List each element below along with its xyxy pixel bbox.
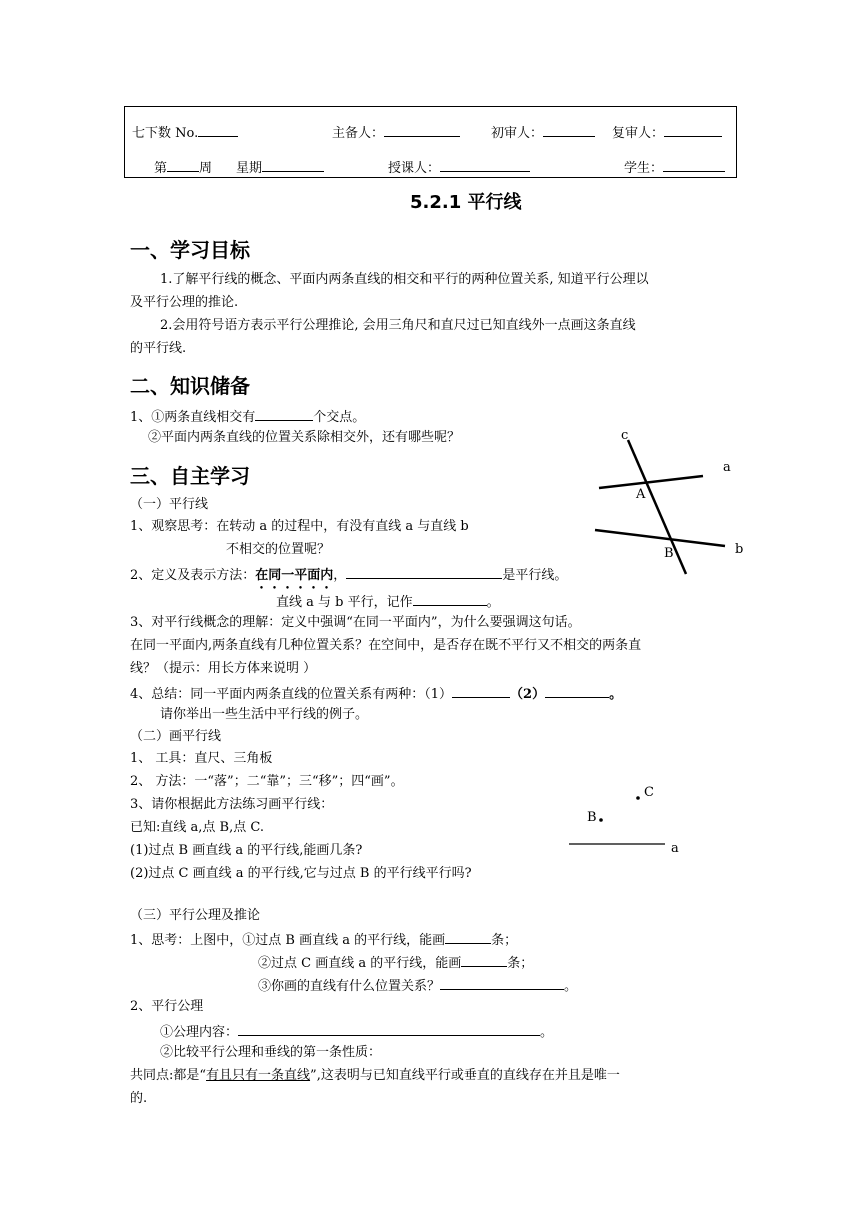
understand-line2: 在同一平面内,两条直线有几种位置关系？在空间中，是否存在既不平行又不相交的两条直 [130,638,642,653]
knowledge-q1-blank [255,406,313,421]
goal-2-line2: 的平行线. [130,341,187,356]
subsection-draw: （二）画平行线 [130,729,222,744]
summary-mid: （2） [510,687,546,702]
week-blank [167,157,199,172]
student-blank [663,157,725,172]
line-a [599,476,703,488]
weekday-blank [262,157,324,172]
examples-line: 请你举出一些生活中平行线的例子。 [160,707,369,722]
summary-blank-1 [452,683,510,698]
knowledge-q1-text: 1、①两条直线相交有 [130,410,256,425]
teacher-blank [440,157,530,172]
think-line1 [130,929,517,950]
common-suffix: ”,这表明与已知直线平行或垂直的直线存在并且是唯一 [310,1068,620,1083]
axiom-heading: 2、平行公理 [130,999,204,1014]
observe-line2: 不相交的位置呢？ [226,542,331,557]
goal-1-line1: 1.了解平行线的概念、平面内两条直线的相交和平行的两种位置关系, 知道平行公理以 [160,272,649,287]
common-line2: 的. [130,1091,148,1106]
header-student [624,157,725,178]
header-preparer [332,122,460,143]
figure-points-line [566,782,696,860]
point-c-label: C [644,785,654,800]
think-2-text: ②过点 C 画直线 a 的平行线，能画 [258,956,462,971]
second-review-blank [664,122,722,137]
tools-line: 1、 工具：直尺、三角板 [130,751,273,766]
summary-suffix: 。 [609,687,623,702]
number-blank [198,122,238,137]
axiom-content-line [160,1021,553,1042]
definition-comma: ， [333,568,347,583]
definition-emphasis: 在同一平面内 [255,568,334,583]
header-week [154,157,212,178]
problem-c-line: (2)过点 C 画直线 a 的平行线,它与过点 B 的平行线平行吗? [130,866,472,881]
understand-line3: 线？（提示：用长方体来说明 ） [130,661,317,676]
label-a: a [723,460,731,475]
goal-2-line1: 2.会用符号语方表示平行公理推论, 会用三角尺和直尺过已知直线外一点画这条直线 [160,318,636,333]
think-line2 [258,952,533,973]
header-weekday [236,157,324,178]
point-b-label-2: B [587,810,597,825]
summary-blank-2 [545,683,609,698]
summary-line [130,683,622,704]
notation-line [276,591,500,612]
label-b: b [735,542,744,557]
knowledge-q1-suffix: 个交点。 [313,410,366,425]
point-b [599,818,603,822]
subsection-axiom: （三）平行公理及推论 [130,908,261,923]
line-c [628,440,686,574]
known-line: 已知:直线 a,点 B,点 C. [130,820,264,835]
second-review-label: 复审人： [612,126,665,141]
section-heading-knowledge: 二、知识储备 [130,374,250,398]
problem-b-line: (1)过点 B 画直线 a 的平行线,能画几条? [130,843,363,858]
think-3-suffix: 。 [564,979,578,994]
think-line3 [258,975,577,996]
axiom-content-text: ①公理内容： [160,1025,239,1040]
axiom-content-blank [238,1021,540,1036]
header-teacher [388,157,530,178]
goal-1-line2: 及平行公理的推论. [130,295,239,310]
teacher-label: 授课人： [388,161,441,176]
point-c [636,796,640,800]
figure-intersecting-lines [585,422,755,582]
definition-label: 2、定义及表示方法： [130,568,256,583]
header-first-review [491,122,595,143]
think-1-suffix: 条； [491,933,518,948]
first-review-label: 初审人： [491,126,544,141]
header-second-review [612,122,722,143]
common-line1 [130,1067,620,1085]
subsection-parallel: （一）平行线 [130,497,209,512]
week-suffix: 周 [199,161,213,176]
preparer-label: 主备人： [332,126,385,141]
label-c: c [621,428,629,443]
page-title: 5.2.1 平行线 [410,192,522,213]
knowledge-q2: ②平面内两条直线的位置关系除相交外，还有哪些呢？ [148,430,461,445]
think-3-blank [440,975,564,990]
weekday-label: 星期 [236,161,263,176]
notation-blank [413,591,487,606]
common-prefix: 共同点:都是“ [130,1068,207,1083]
practice-line: 3、请你根据此方法练习画平行线： [130,797,334,812]
point-a-label: A [636,487,646,502]
point-b-label: B [664,546,674,561]
section-heading-self-study: 三、自主学习 [130,464,250,488]
summary-text: 4、总结：同一平面内两条直线的位置关系有两种：（1） [130,687,453,702]
definition-suffix: 是平行线。 [502,568,568,583]
think-2-suffix: 条； [507,956,534,971]
think-3-text: ③你画的直线有什么位置关系？ [258,979,441,994]
header-number [132,122,238,143]
compare-line: ②比较平行公理和垂线的第一条性质： [160,1045,382,1060]
section-heading-goals: 一、学习目标 [130,238,250,262]
definition-line [130,564,567,592]
think-1-text: 1、思考：上图中，①过点 B 画直线 a 的平行线，能画 [130,933,446,948]
week-prefix: 第 [154,161,168,176]
understand-line1: 3、对平行线概念的理解：定义中强调“在同一平面内”，为什么要强调这句话。 [130,615,581,630]
number-label: 七下数 No. [132,126,199,141]
observe-line1: 1、观察思考：在转动 a 的过程中，有没有直线 a 与直线 b [130,519,469,534]
first-review-blank [543,122,595,137]
method-line: 2、 方法：一“落”；二“靠”；三“移”；四“画”。 [130,774,404,789]
think-2-blank [461,952,507,967]
knowledge-q1 [130,406,365,427]
definition-blank [346,564,502,579]
notation-text: 直线 a 与 b 平行，记作 [276,595,413,610]
common-underlined: 有且只有一条直线 [206,1068,311,1083]
student-label: 学生： [624,161,664,176]
preparer-blank [384,122,460,137]
line-b [595,530,725,546]
notation-suffix: 。 [486,595,500,610]
axiom-content-suffix: 。 [540,1025,554,1040]
line-a-label: a [671,841,679,856]
think-1-blank [445,929,491,944]
